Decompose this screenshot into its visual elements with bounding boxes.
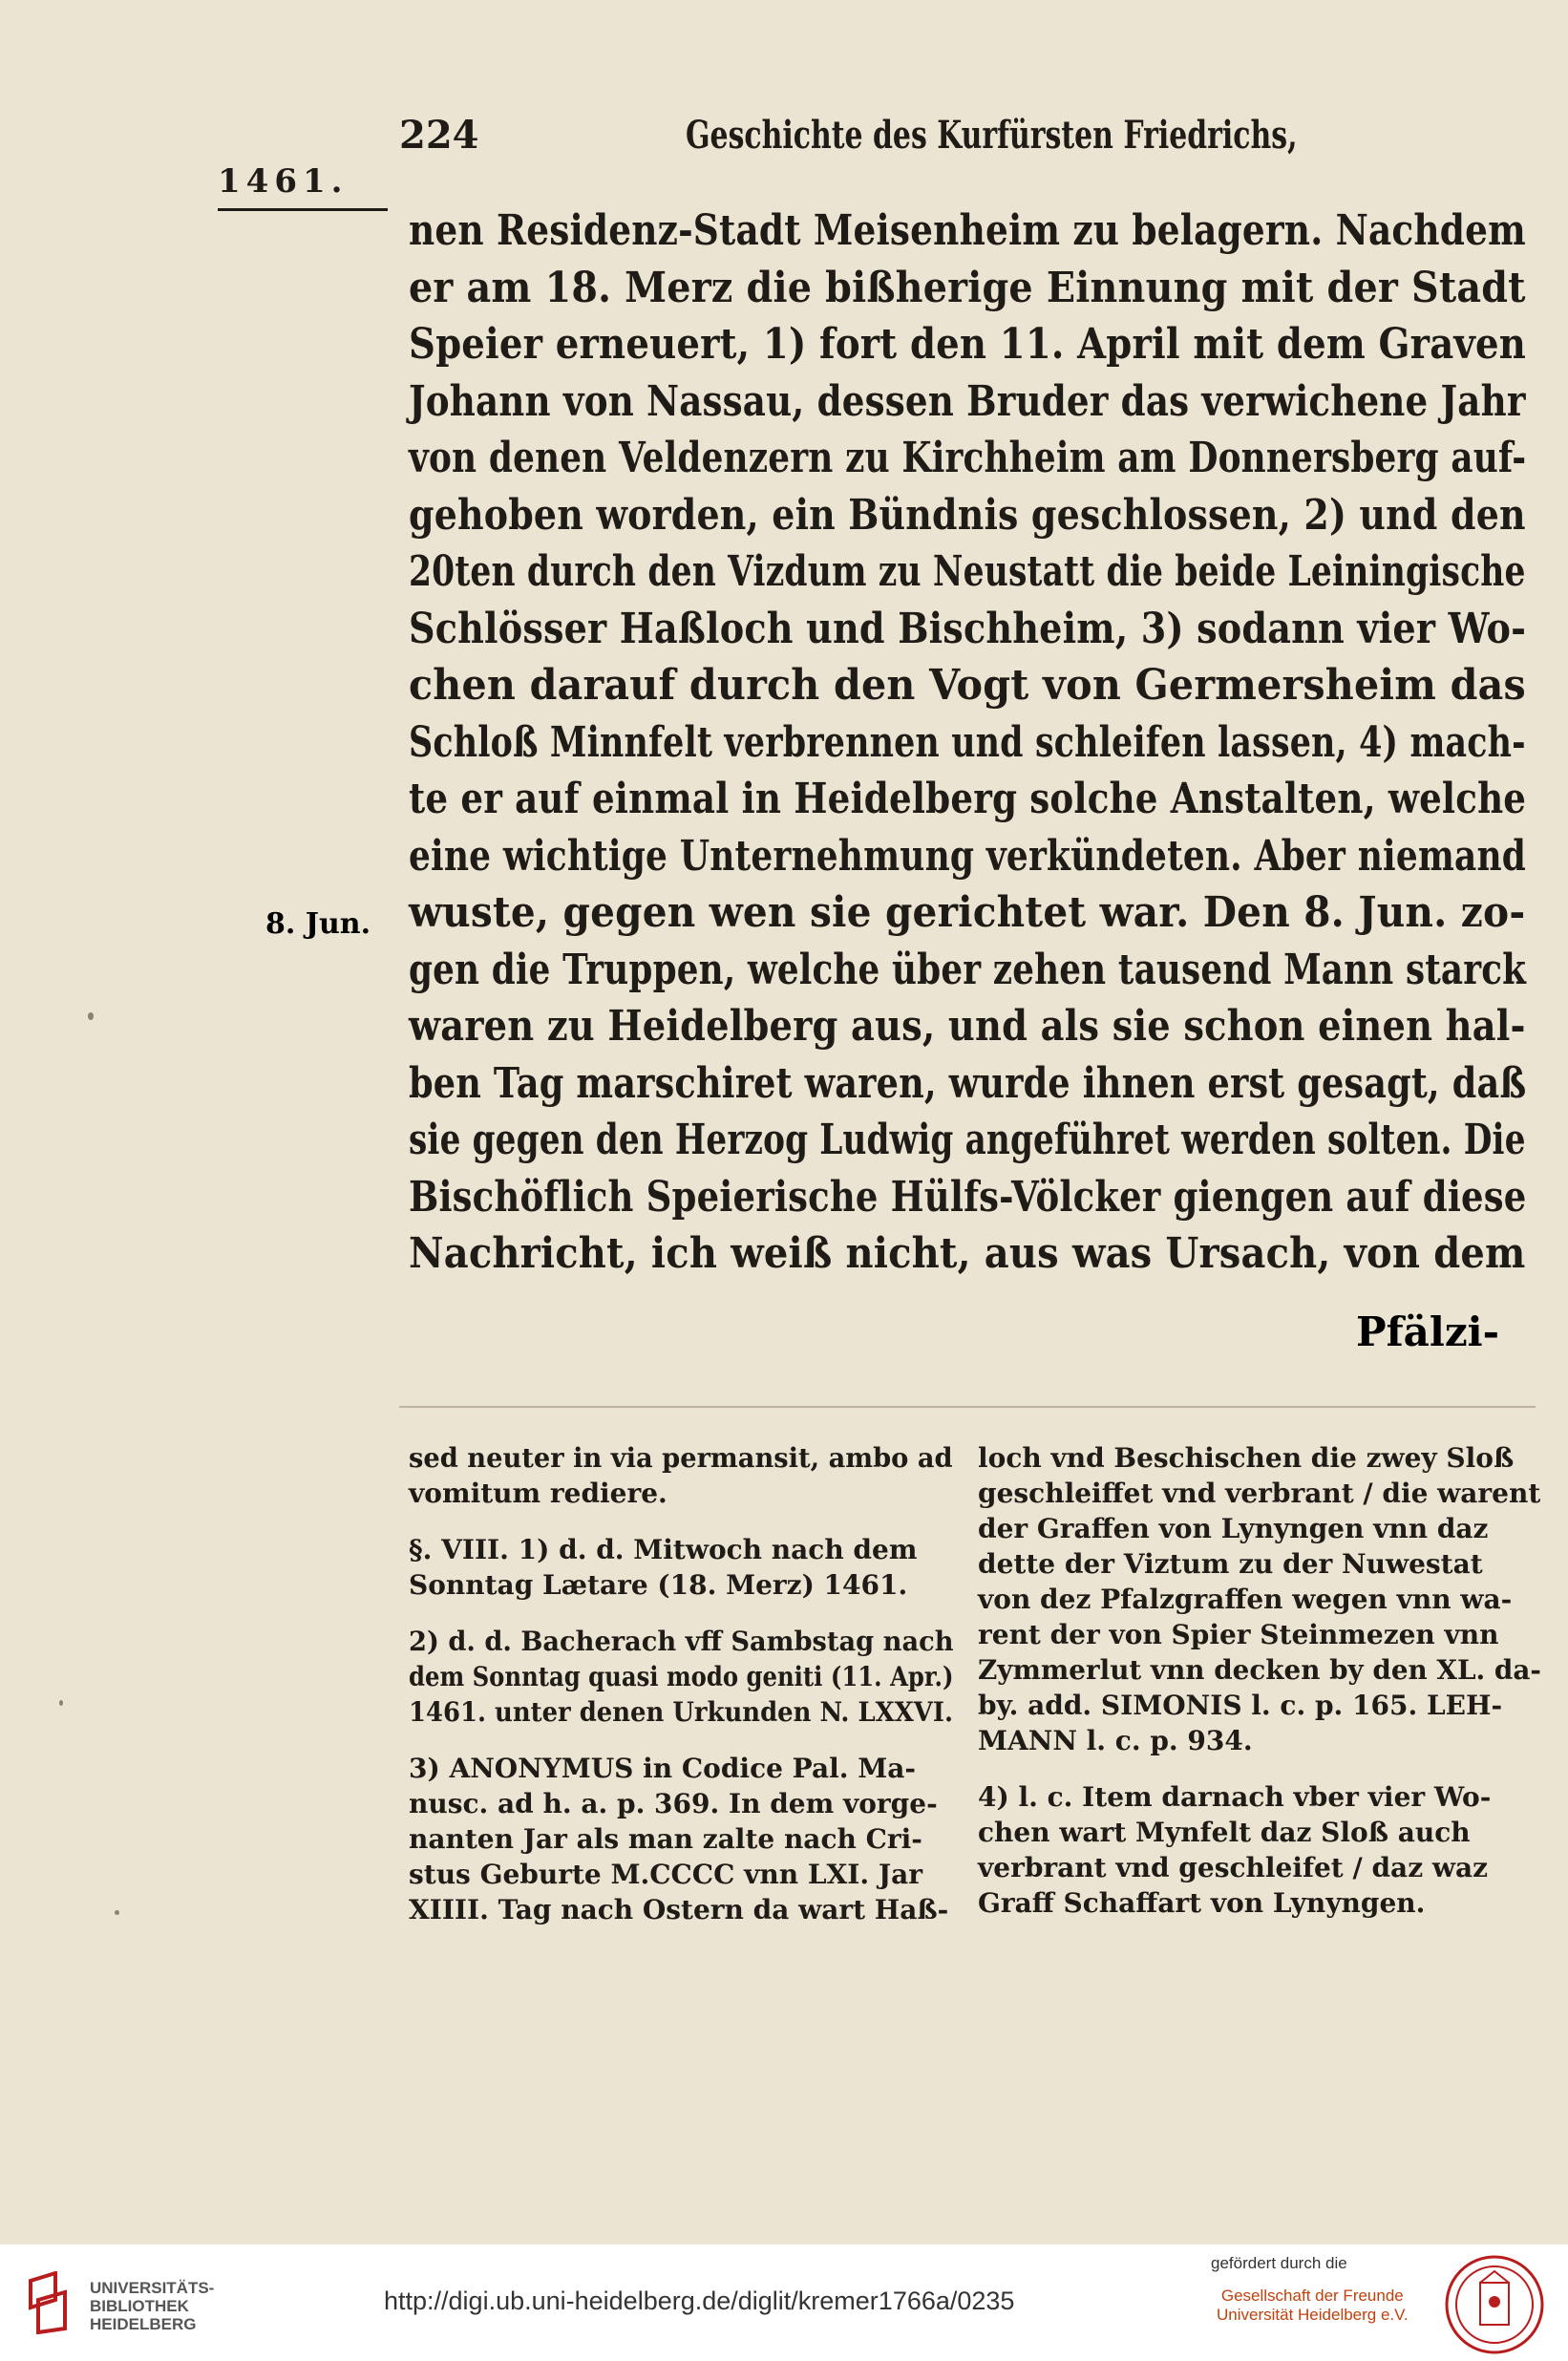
- permalink-url[interactable]: http://digi.ub.uni-heidelberg.de/diglit/kremer1766a/0235: [384, 2287, 1015, 2315]
- footnote-line: 1461. unter denen Urkunden N. LXXVI.: [409, 1696, 953, 1728]
- footnote-line: verbrant vnd geschleifet / daz waz: [978, 1852, 1488, 1883]
- footnote-line: Zymmerlut vnn decken by den XL. da-: [978, 1654, 1541, 1686]
- footnote-line: Sonntag Lætare (18. Merz) 1461.: [409, 1569, 908, 1601]
- text-line: Schlösser Haßloch und Bischheim, 3) sodann vier Wo-: [409, 604, 1527, 653]
- footnote-line: §. VIII. 1) d. d. Mitwoch nach dem: [409, 1534, 918, 1565]
- year-rule: [218, 208, 388, 211]
- footnote-line: sed neuter in via permansit, ambo ad: [409, 1442, 953, 1474]
- footnote-divider: [399, 1406, 1536, 1408]
- running-title: Geschichte des Kurfürsten Friedrichs,: [686, 113, 1298, 158]
- paper-speck: [88, 1012, 94, 1020]
- society-name: Gesellschaft der Freunde Universität Heidelberg e.V.: [1217, 2287, 1409, 2324]
- footnote-line: loch vnd Beschischen die zwey Sloß: [978, 1442, 1515, 1474]
- page-number: 224: [399, 113, 479, 158]
- text-line: von denen Veldenzern zu Kirchheim am Donnersberg auf-: [409, 434, 1527, 482]
- catchword: Pfälzi-: [1356, 1308, 1500, 1355]
- text-line: ben Tag marschiret waren, wurde ihnen erst gesagt, daß: [409, 1058, 1527, 1108]
- footnote-line: von dez Pfalzgraffen wegen vnn wa-: [978, 1584, 1513, 1615]
- text-line: sie gegen den Herzog Ludwig angeführet werden solten. Die: [409, 1116, 1526, 1164]
- text-line: Nachricht, ich weiß nicht, aus was Ursach, von dem: [409, 1229, 1526, 1278]
- footnote-gap: [409, 1605, 953, 1626]
- margin-note-date: 8. Jun.: [265, 907, 371, 941]
- text-line: chen darauf durch den Vogt von Germersheim das: [409, 661, 1526, 710]
- text-line: Schloß Minnfelt verbrennen und schleifen lassen, 4) mach-: [409, 717, 1526, 767]
- text-line: Speier erneuert, 1) fort den 11. April mit dem Graven: [409, 320, 1527, 369]
- footnote-line: rent der von Spier Steinmezen vnn: [978, 1619, 1499, 1650]
- footnote-gap: [409, 1513, 953, 1534]
- text-line: er am 18. Merz die bißherige Einnung mit der Stadt: [409, 263, 1526, 312]
- footnotes-right-column: [978, 1442, 1541, 1923]
- footnote-line: geschleiffet vnd verbrant / die warent: [978, 1478, 1541, 1509]
- footnote-line: vomitum rediere.: [409, 1478, 667, 1509]
- footnote-line: dette der Viztum zu der Nuwestat: [978, 1548, 1483, 1580]
- paper-speck: [59, 1700, 63, 1706]
- text-line: Johann von Nassau, dessen Bruder das verwichene Jahr: [409, 376, 1526, 426]
- paper-speck: [115, 1910, 119, 1915]
- footnote-line: by. add. SIMONIS l. c. p. 165. LEH-: [978, 1690, 1503, 1721]
- text-line: nen Residenz-Stadt Meisenheim zu belagern. Nachdem: [409, 206, 1526, 255]
- footnote-line: chen wart Mynfelt daz Sloß auch: [978, 1817, 1471, 1848]
- footnote-line: MANN l. c. p. 934.: [978, 1725, 1253, 1756]
- university-library-logo-icon: [27, 2271, 73, 2334]
- footnote-line: Graff Schaffart von Lynyngen.: [978, 1887, 1426, 1919]
- text-line: 20ten durch den Vizdum zu Neustatt die beide Leiningische: [409, 547, 1526, 596]
- footnote-gap: [978, 1760, 1541, 1781]
- footnote-line: nusc. ad h. a. p. 369. In dem vorge-: [409, 1788, 938, 1819]
- text-line: Bischöflich Speierische Hülfs-Völcker giengen auf diese: [409, 1172, 1527, 1222]
- text-line: te er auf einmal in Heidelberg solche Anstalten, welche: [409, 775, 1527, 823]
- footnote-line: 4) l. c. Item darnach vber vier Wo-: [978, 1781, 1492, 1813]
- footnotes-left-column: [409, 1442, 953, 1929]
- footnote-line: der Graffen von Lynyngen vnn daz: [978, 1513, 1489, 1544]
- funded-by-label: gefördert durch die: [1211, 2254, 1347, 2272]
- footnote-line: 2) d. d. Bacherach vff Sambstag nach: [409, 1626, 954, 1657]
- margin-year: 1461.: [218, 162, 349, 201]
- footnote-line: dem Sonntag quasi modo geniti (11. Apr.): [409, 1661, 954, 1692]
- text-line: waren zu Heidelberg aus, und als sie schon einen hal-: [409, 1002, 1526, 1051]
- text-line: gen die Truppen, welche über zehen tausend Mann starck: [409, 945, 1527, 994]
- footnote-line: XIIII. Tag nach Ostern da wart Haß-: [409, 1894, 949, 1925]
- footnote-line: 3) ANONYMUS in Codice Pal. Ma-: [409, 1753, 917, 1784]
- viewer-footer: [0, 2244, 1568, 2361]
- library-name: UNIVERSITÄTS- BIBLIOTHEK HEIDELBERG: [90, 2279, 215, 2333]
- footnote-line: nanten Jar als man zalte nach Cri-: [409, 1823, 922, 1855]
- footnote-gap: [409, 1732, 953, 1753]
- text-line: eine wichtige Unternehmung verkündeten. Aber niemand: [409, 831, 1527, 881]
- text-line: gehoben worden, ein Bündnis geschlossen, 2) und den: [409, 490, 1526, 540]
- text-line: wuste, gegen wen sie gerichtet war. Den 8. Jun. zo-: [409, 888, 1526, 937]
- footnote-line: stus Geburte M.CCCC vnn LXI. Jar: [409, 1859, 922, 1890]
- university-seal-icon: [1444, 2254, 1545, 2355]
